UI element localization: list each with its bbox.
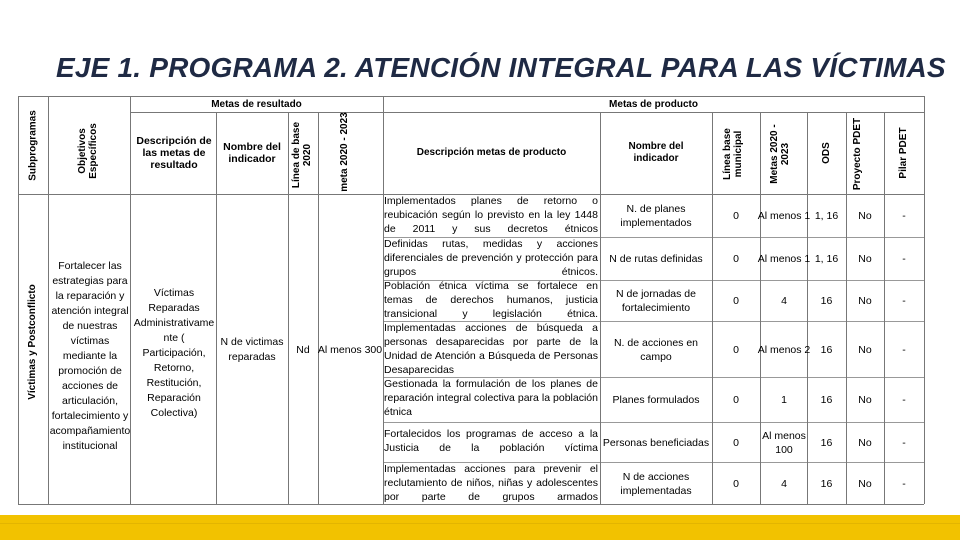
row-meta: Al menos 2 [757, 343, 811, 356]
row-ods: 16 [820, 477, 833, 490]
page-title: EJE 1. PROGRAMA 2. ATENCIÓN INTEGRAL PARA LAS VÍCTIMAS [56, 52, 946, 83]
row-descripcion: Implementadas acciones para prevenir el reclutamiento de niños, niñas y adolescentes por parte de grupos armados [384, 463, 598, 503]
row-descripcion: Implementadas acciones de búsqueda a personas desaparecidas por parte de la Unidad de Atención a Búsqueda de Personas Desaparecidas [384, 322, 598, 376]
objetivo-cell: Fortalecer las estrategias para la reparación y atención integral de nuestras víctimas mediante la promoción de acciones de articulación, fortalecimiento y acompañamiento institucional [49, 260, 131, 452]
footer-bar [0, 515, 960, 540]
row-ods: 1, 16 [814, 210, 839, 222]
row-linea-base: 0 [733, 477, 739, 490]
header-metas-producto: Metas de producto [609, 99, 698, 110]
meta-resultado-indicador: N de victimas reparadas [220, 336, 284, 363]
row-meta: 4 [781, 294, 787, 307]
header-desc-metas-resultado: Descripción de las metas de resultado [136, 135, 212, 171]
row-meta: 4 [781, 477, 787, 490]
row-descripcion: Definidas rutas, medidas y acciones diferenciales de prevención y protección para grupos étnicos. [384, 238, 598, 278]
meta-resultado-meta: Al menos 300 [317, 344, 383, 356]
header-meta-2020-2023: meta 2020 - 2023 [339, 112, 350, 192]
header-linea-base-municipal: Línea base municipal [722, 128, 744, 180]
header-proyecto-pdet: Proyecto PDET [852, 117, 863, 191]
row-linea-base: 0 [733, 343, 739, 356]
row-linea-base: 0 [733, 210, 739, 222]
meta-resultado-descripcion: Víctimas Reparadas Administrativame nte ( Participación, Retorno, Restitución, Reparación Colectiva) [133, 287, 215, 419]
row-indicador: N de rutas definidas [609, 253, 703, 265]
header-pilar-pdet: Pilar PDET [898, 127, 909, 179]
row-ods: 1, 16 [814, 253, 839, 265]
row-meta: Al menos 100 [762, 429, 806, 456]
row-indicador: N. de planes implementados [620, 203, 692, 229]
row-indicador: N de jornadas de fortalecimiento [616, 287, 696, 314]
row-indicador: N. de acciones en campo [613, 336, 699, 363]
header-nombre-indicador-producto: Nombre del indicador [628, 141, 684, 164]
row-ods: 16 [820, 343, 833, 356]
row-proyecto-pdet: No [858, 343, 872, 356]
header-linea-base-2020: Línea de base 2020 [291, 121, 313, 189]
row-proyecto-pdet: No [858, 394, 872, 406]
row-pilar-pdet: - [902, 253, 906, 265]
row-descripcion: Población étnica víctima se fortalece en temas de derechos humanos, justicia transicional y legislación étnica. [384, 280, 598, 320]
row-pilar-pdet: - [902, 477, 906, 490]
row-pilar-pdet: - [902, 394, 906, 406]
row-descripcion: Implementados planes de retorno o reubicación según lo previsto en la ley 1448 de 2011 y sus decretos étnicos [384, 195, 598, 235]
row-pilar-pdet: - [902, 343, 906, 356]
row-indicador: Personas beneficiadas [602, 436, 710, 449]
row-proyecto-pdet: No [858, 477, 872, 490]
row-descripcion: Gestionada la formulación de los planes de reparación integral colectiva para la población étnica [384, 378, 598, 418]
row-linea-base: 0 [733, 294, 739, 307]
header-metas-resultado: Metas de resultado [211, 99, 302, 110]
row-pilar-pdet: - [902, 294, 906, 307]
row-proyecto-pdet: No [858, 253, 872, 265]
header-objetivos: Objetivos Específicos [77, 123, 99, 179]
row-ods: 16 [820, 394, 833, 406]
row-proyecto-pdet: No [858, 436, 872, 449]
header-desc-metas-producto: Descripción metas de producto [416, 147, 567, 158]
row-pilar-pdet: - [902, 436, 906, 449]
row-indicador: N de acciones implementadas [620, 470, 692, 497]
row-indicador: Planes formulados [612, 394, 700, 406]
row-ods: 16 [820, 294, 833, 307]
row-linea-base: 0 [733, 436, 739, 449]
row-pilar-pdet: - [902, 210, 906, 222]
meta-resultado-linea-base: Nd [296, 344, 310, 356]
header-nombre-indicador: Nombre del indicador [223, 141, 281, 165]
header-ods: ODS [821, 142, 832, 164]
row-proyecto-pdet: No [858, 294, 872, 307]
subprograma-cell: Víctimas y Postconflicto [27, 284, 38, 400]
row-meta: 1 [781, 394, 787, 406]
row-ods: 16 [820, 436, 833, 449]
row-linea-base: 0 [733, 394, 739, 406]
row-proyecto-pdet: No [858, 210, 872, 222]
header-subprogramas: Subprogramas [27, 110, 39, 181]
row-meta: Al menos 1 [757, 210, 811, 222]
row-meta: Al menos 1 [757, 253, 811, 265]
row-descripcion: Fortalecidos los programas de acceso a la Justicia de la población víctima [384, 428, 598, 454]
header-metas-2020-2023: Metas 2020 - 2023 [769, 124, 791, 184]
row-linea-base: 0 [733, 253, 739, 265]
